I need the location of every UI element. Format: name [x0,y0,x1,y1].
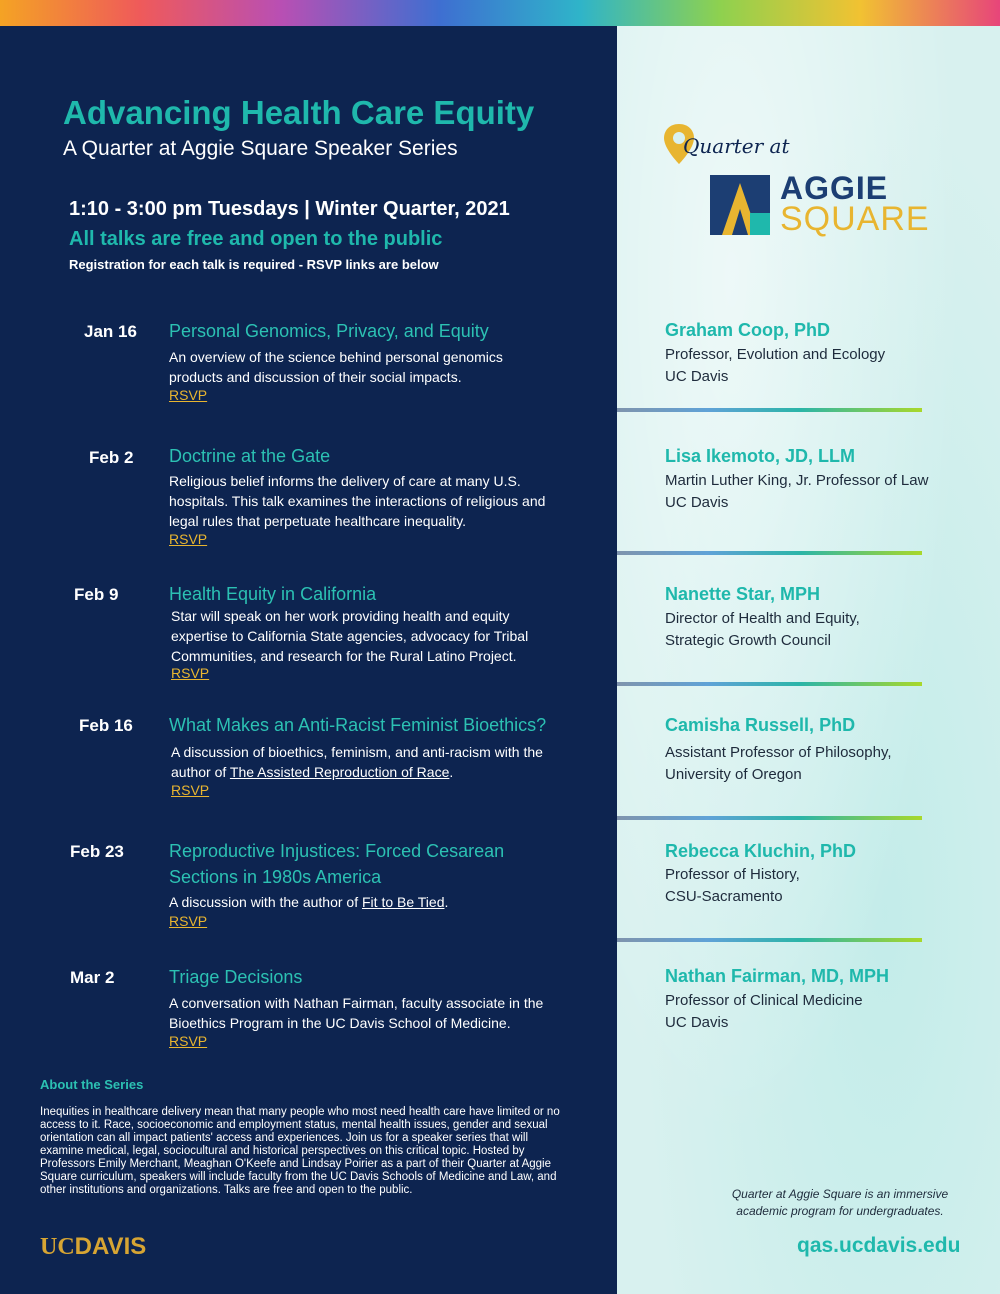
speaker-name: Nathan Fairman, MD, MPH [665,966,890,986]
talk-description: Religious belief informs the delivery of care at many U.S. hospitals. This talk examines the interactions of religious and legal rules that perpetuate healthcare inequality. [169,473,546,529]
speaker-affiliation: UC Davis [665,1014,729,1031]
logo-aggie-text: AGGIE [780,170,889,206]
speaker-affiliation: UC Davis [665,368,729,385]
talk-date: Feb 2 [89,448,134,467]
speaker-name: Lisa Ikemoto, JD, LLM [665,446,856,466]
rainbow-banner [0,0,1000,26]
rsvp-link[interactable]: RSVP [171,665,210,681]
schedule-time: 1:10 - 3:00 pm Tuesdays | Winter Quarter, 2021 [69,198,510,220]
speaker-affiliation: University of Oregon [665,766,802,783]
rsvp-link[interactable]: RSVP [169,387,208,403]
speaker-affiliation: Strategic Growth Council [665,632,831,649]
divider [617,408,922,412]
rsvp-link[interactable]: RSVP [169,913,208,929]
speaker-role: Professor, Evolution and Ecology [665,346,886,363]
page-subtitle: A Quarter at Aggie Square Speaker Series [63,137,458,160]
speaker-role: Assistant Professor of Philosophy, [665,744,892,761]
speaker-name: Graham Coop, PhD [665,320,831,340]
talk-description: Star will speak on her work providing health and equity expertise to California State agencies, advocacy for Tribal Communities, and research for the Rural Latino Project. [171,608,529,664]
talk-title: Personal Genomics, Privacy, and Equity [169,321,489,341]
logo-square-text: SQUARE [780,200,930,238]
talk-title: What Makes an Anti-Racist Feminist Bioethics? [169,715,547,735]
aggie-square-a-icon [710,175,770,235]
about-heading: About the Series [40,1077,144,1092]
free-notice: All talks are free and open to the public [69,228,443,250]
talk-description: A conversation with Nathan Fairman, faculty associate in the Bioethics Program in the UC Davis School of Medicine. [169,995,544,1031]
page-title: Advancing Health Care Equity [63,94,535,131]
talk-title: Triage Decisions [169,967,303,987]
divider [617,816,922,820]
speaker-role: Professor of Clinical Medicine [665,992,863,1009]
talk-date: Feb 16 [79,716,133,735]
program-note: Quarter at Aggie Square is an immersive academic program for undergraduates. [731,1187,949,1218]
talk-description: An overview of the science behind personal genomics products and discussion of their social impacts. [169,349,503,385]
talk-date: Feb 9 [74,585,119,604]
talk-title-continued: Sections in 1980s America [169,867,382,887]
speaker-affiliation: CSU-Sacramento [665,888,783,905]
book-title: Fit to Be Tied [362,894,445,910]
speaker-name: Camisha Russell, PhD [665,715,856,735]
talk-title: Doctrine at the Gate [169,446,331,466]
speaker-role: Director of Health and Equity, [665,610,860,627]
about-body: Inequities in healthcare delivery mean that many people who most need health care have limited or no access to it. Race, socioeconomic and employment status, mental health issues, gender and sexual orientation can all impact patients' access and experiences. Join us for a speaker series that will examine medical, legal, sociocultural and historical perspectives on this critical topic. Hosted by Professors Emily Merchant, Meaghan O'Keefe and Lindsay Poirier as a part of their Quarter at Aggie Square curriculum, speakers will include faculty from the UC Davis Schools of Medicine and Law, and other institutions and organizations. Talks are free and open to the public. [40,1106,560,1196]
rsvp-link[interactable]: RSVP [171,782,210,798]
talk-date: Feb 23 [70,842,124,861]
uc-davis-logo: UCDAVIS [40,1233,147,1260]
registration-notice: Registration for each talk is required - RSVP links are below [69,257,439,272]
rsvp-link[interactable]: RSVP [169,1033,208,1049]
website-link[interactable]: qas.ucdavis.edu [797,1234,961,1257]
talk-date: Jan 16 [84,322,137,341]
talk-title: Health Equity in California [169,584,377,604]
talk-description: A discussion with the author of Fit to Be Tied. [169,894,449,910]
talk-description: A discussion of bioethics, feminism, and anti-racism with the author of The Assisted Reproduction of Race. [171,744,543,780]
divider [617,938,922,942]
book-title: The Assisted Reproduction of Race [229,764,450,780]
rsvp-link[interactable]: RSVP [169,531,208,547]
talk-title: Reproductive Injustices: Forced Cesarean [169,841,505,861]
divider [617,551,922,555]
logo-script-text: Quarter at [683,134,790,158]
speaker-affiliation: UC Davis [665,494,729,511]
divider [617,682,922,686]
speaker-role: Professor of History, [665,866,800,883]
speaker-role: Martin Luther King, Jr. Professor of Law [665,472,929,489]
speaker-name: Nanette Star, MPH [665,584,821,604]
talk-date: Mar 2 [70,968,115,987]
speaker-name: Rebecca Kluchin, PhD [665,841,857,861]
